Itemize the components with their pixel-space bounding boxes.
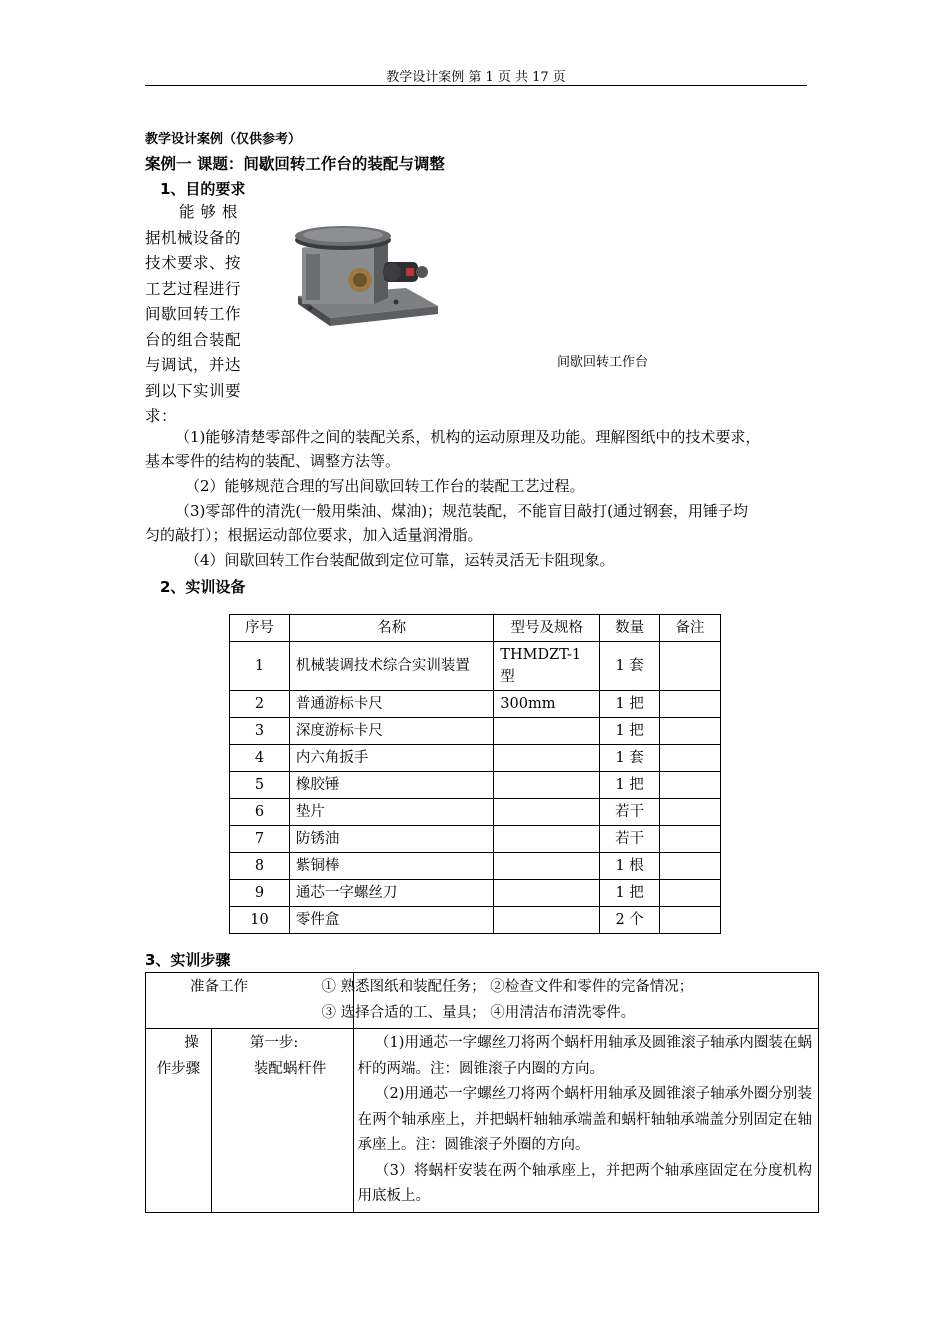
table-cell — [494, 799, 600, 826]
intro-line: 与调试，并达 — [145, 356, 242, 374]
table-cell: 零件盒 — [289, 907, 493, 934]
prep-line: ③ 选择合适的工、量具； ④用清洁布清洗零件。 — [321, 1004, 636, 1021]
table-cell: THMDZT-1 型 — [494, 642, 600, 691]
table-cell: 1 根 — [600, 853, 660, 880]
table-cell: 若干 — [600, 799, 660, 826]
table-cell: 通芯一字螺丝刀 — [289, 880, 493, 907]
requirement-3-line2: 匀的敲打）；根据运动部位要求，加入适量润滑脂。 — [145, 526, 483, 544]
table-cell — [660, 853, 721, 880]
table-cell — [494, 880, 600, 907]
table-cell — [660, 799, 721, 826]
table-cell: 6 — [230, 799, 290, 826]
steps-table — [145, 972, 819, 1213]
requirement-3-line1: （3)零部件的清洗(一般用柴油、煤油)；规范装配，不能盲目敲打(通过钢套，用锤子均 — [175, 502, 748, 520]
table-row — [230, 907, 721, 934]
prep-content-cell — [321, 973, 818, 1029]
table-cell: 1 套 — [600, 642, 660, 691]
doc-subtitle: 教学设计案例（仅供参考） — [145, 132, 302, 147]
header-cell: 名称 — [289, 615, 493, 642]
table-cell: 2 个 — [600, 907, 660, 934]
intro-line: 技术要求、按 — [145, 254, 242, 272]
table-cell: 5 — [230, 772, 290, 799]
requirement-1-line1: （1)能够清楚零部件之间的装配关系，机构的运动原理及功能。理解图纸中的技术要求， — [175, 428, 761, 446]
table-cell: 若干 — [600, 826, 660, 853]
table-cell: 1 把 — [600, 718, 660, 745]
table-cell — [660, 880, 721, 907]
table-cell — [494, 907, 600, 934]
step-item: （3）将蜗杆安装在两个轴承座上，并把两个轴承座固定在分度机构用底板上。 — [357, 1162, 812, 1204]
table-cell: 8 — [230, 853, 290, 880]
table-cell: 3 — [230, 718, 290, 745]
table-cell — [660, 745, 721, 772]
table-cell: 紫铜棒 — [289, 853, 493, 880]
table-cell: 垫片 — [289, 799, 493, 826]
step-label-line: 装配蜗杆件 — [253, 1060, 327, 1077]
table-cell: 1 套 — [600, 745, 660, 772]
table-cell: 2 — [230, 691, 290, 718]
table-row — [230, 691, 721, 718]
step-item: （2)用通芯一字螺丝刀将两个蜗杆用轴承及圆锥滚子轴承外圈分别装在两个轴承座上，并把蜗杆轴轴承端盖和蜗杆轴轴承端盖分别固定在轴承座上。注：圆锥滚子外圈的方向。 — [357, 1086, 812, 1153]
table-cell: 1 — [230, 642, 290, 691]
step-label-line: 第一步: — [249, 1035, 299, 1051]
section-heading-goals: 1、目的要求 — [160, 180, 246, 198]
requirement-4: （4）间歇回转工作台装配做到定位可靠，运转灵活无卡阻现象。 — [185, 551, 615, 569]
table-cell — [660, 826, 721, 853]
header-cell: 型号及规格 — [494, 615, 600, 642]
section-heading-steps: 3、实训步骤 — [145, 951, 231, 969]
intro-line: 求： — [145, 407, 178, 425]
table-cell: 300mm — [494, 691, 600, 718]
table-row — [230, 880, 721, 907]
intro-line: 据机械设备的 — [145, 228, 242, 247]
table-cell: 1 把 — [600, 772, 660, 799]
table-cell — [660, 772, 721, 799]
table-cell — [494, 826, 600, 853]
figure-caption: 间歇回转工作台 — [557, 355, 649, 370]
case-title: 案例一 课题：间歇回转工作台的装配与调整 — [145, 155, 445, 173]
table-row — [230, 718, 721, 745]
intro-line: 工艺过程进行 — [145, 279, 242, 298]
operation-row — [146, 1029, 819, 1213]
table-cell — [494, 772, 600, 799]
rotary-table-photo — [288, 218, 440, 338]
table-cell — [660, 907, 721, 934]
page-header: 教学设计案例 第 1 页 共 17 页 — [386, 70, 566, 85]
intro-line: 台的组合装配 — [145, 330, 242, 349]
table-cell: 内六角扳手 — [289, 745, 493, 772]
intro-line: 到以下实训要 — [145, 381, 242, 400]
section-heading-equipment: 2、实训设备 — [160, 578, 246, 596]
table-cell: 普通游标卡尺 — [289, 691, 493, 718]
table-cell: 4 — [230, 745, 290, 772]
table-cell: 橡胶锤 — [289, 772, 493, 799]
prep-label: 准备工作 — [190, 979, 248, 995]
table-cell: 1 把 — [600, 691, 660, 718]
table-cell: 9 — [230, 880, 290, 907]
table-cell: 10 — [230, 907, 290, 934]
header-cell: 序号 — [230, 615, 290, 642]
table-cell — [660, 718, 721, 745]
step1-content-cell — [353, 1029, 818, 1213]
table-row — [230, 772, 721, 799]
header-cell: 备注 — [660, 615, 721, 642]
prep-row — [146, 973, 819, 1029]
header-cell: 数量 — [600, 615, 660, 642]
table-cell — [494, 718, 600, 745]
intro-line: 能 够 根 — [179, 203, 238, 221]
table-cell: 防锈油 — [289, 826, 493, 853]
requirement-2: （2）能够规范合理的写出间歇回转工作台的装配工艺过程。 — [185, 477, 585, 495]
equipment-table — [229, 614, 721, 934]
intro-text — [145, 200, 249, 430]
table-cell — [494, 853, 600, 880]
table-cell: 1 把 — [600, 880, 660, 907]
header-divider — [145, 85, 807, 86]
table-cell: 机械装调技术综合实训装置 — [289, 642, 493, 691]
step1-label-cell — [211, 1029, 353, 1213]
requirement-1-line2: 基本零件的结构的装配、调整方法等。 — [145, 452, 401, 470]
table-cell — [494, 745, 600, 772]
table-row — [230, 826, 721, 853]
table-row — [230, 642, 721, 691]
op-label-cell — [146, 1029, 212, 1213]
table-row — [230, 853, 721, 880]
step-item: （1)用通芯一字螺丝刀将两个蜗杆用轴承及圆锥滚子轴承内圈装在蜗杆的两端。注：圆锥滚子内圈的方向。 — [357, 1035, 812, 1077]
table-cell — [660, 642, 721, 691]
table-cell — [660, 691, 721, 718]
table-cell: 深度游标卡尺 — [289, 718, 493, 745]
table-header-row — [230, 615, 721, 642]
op-label-line: 操 — [184, 1035, 199, 1051]
table-row — [230, 799, 721, 826]
table-row — [230, 745, 721, 772]
prep-line: ① 熟悉图纸和装配任务； ②检查文件和零件的完备情况； — [321, 979, 694, 995]
table-cell: 7 — [230, 826, 290, 853]
op-label-line: 作步骤 — [156, 1060, 201, 1077]
intro-line: 间歇回转工作 — [145, 305, 242, 323]
